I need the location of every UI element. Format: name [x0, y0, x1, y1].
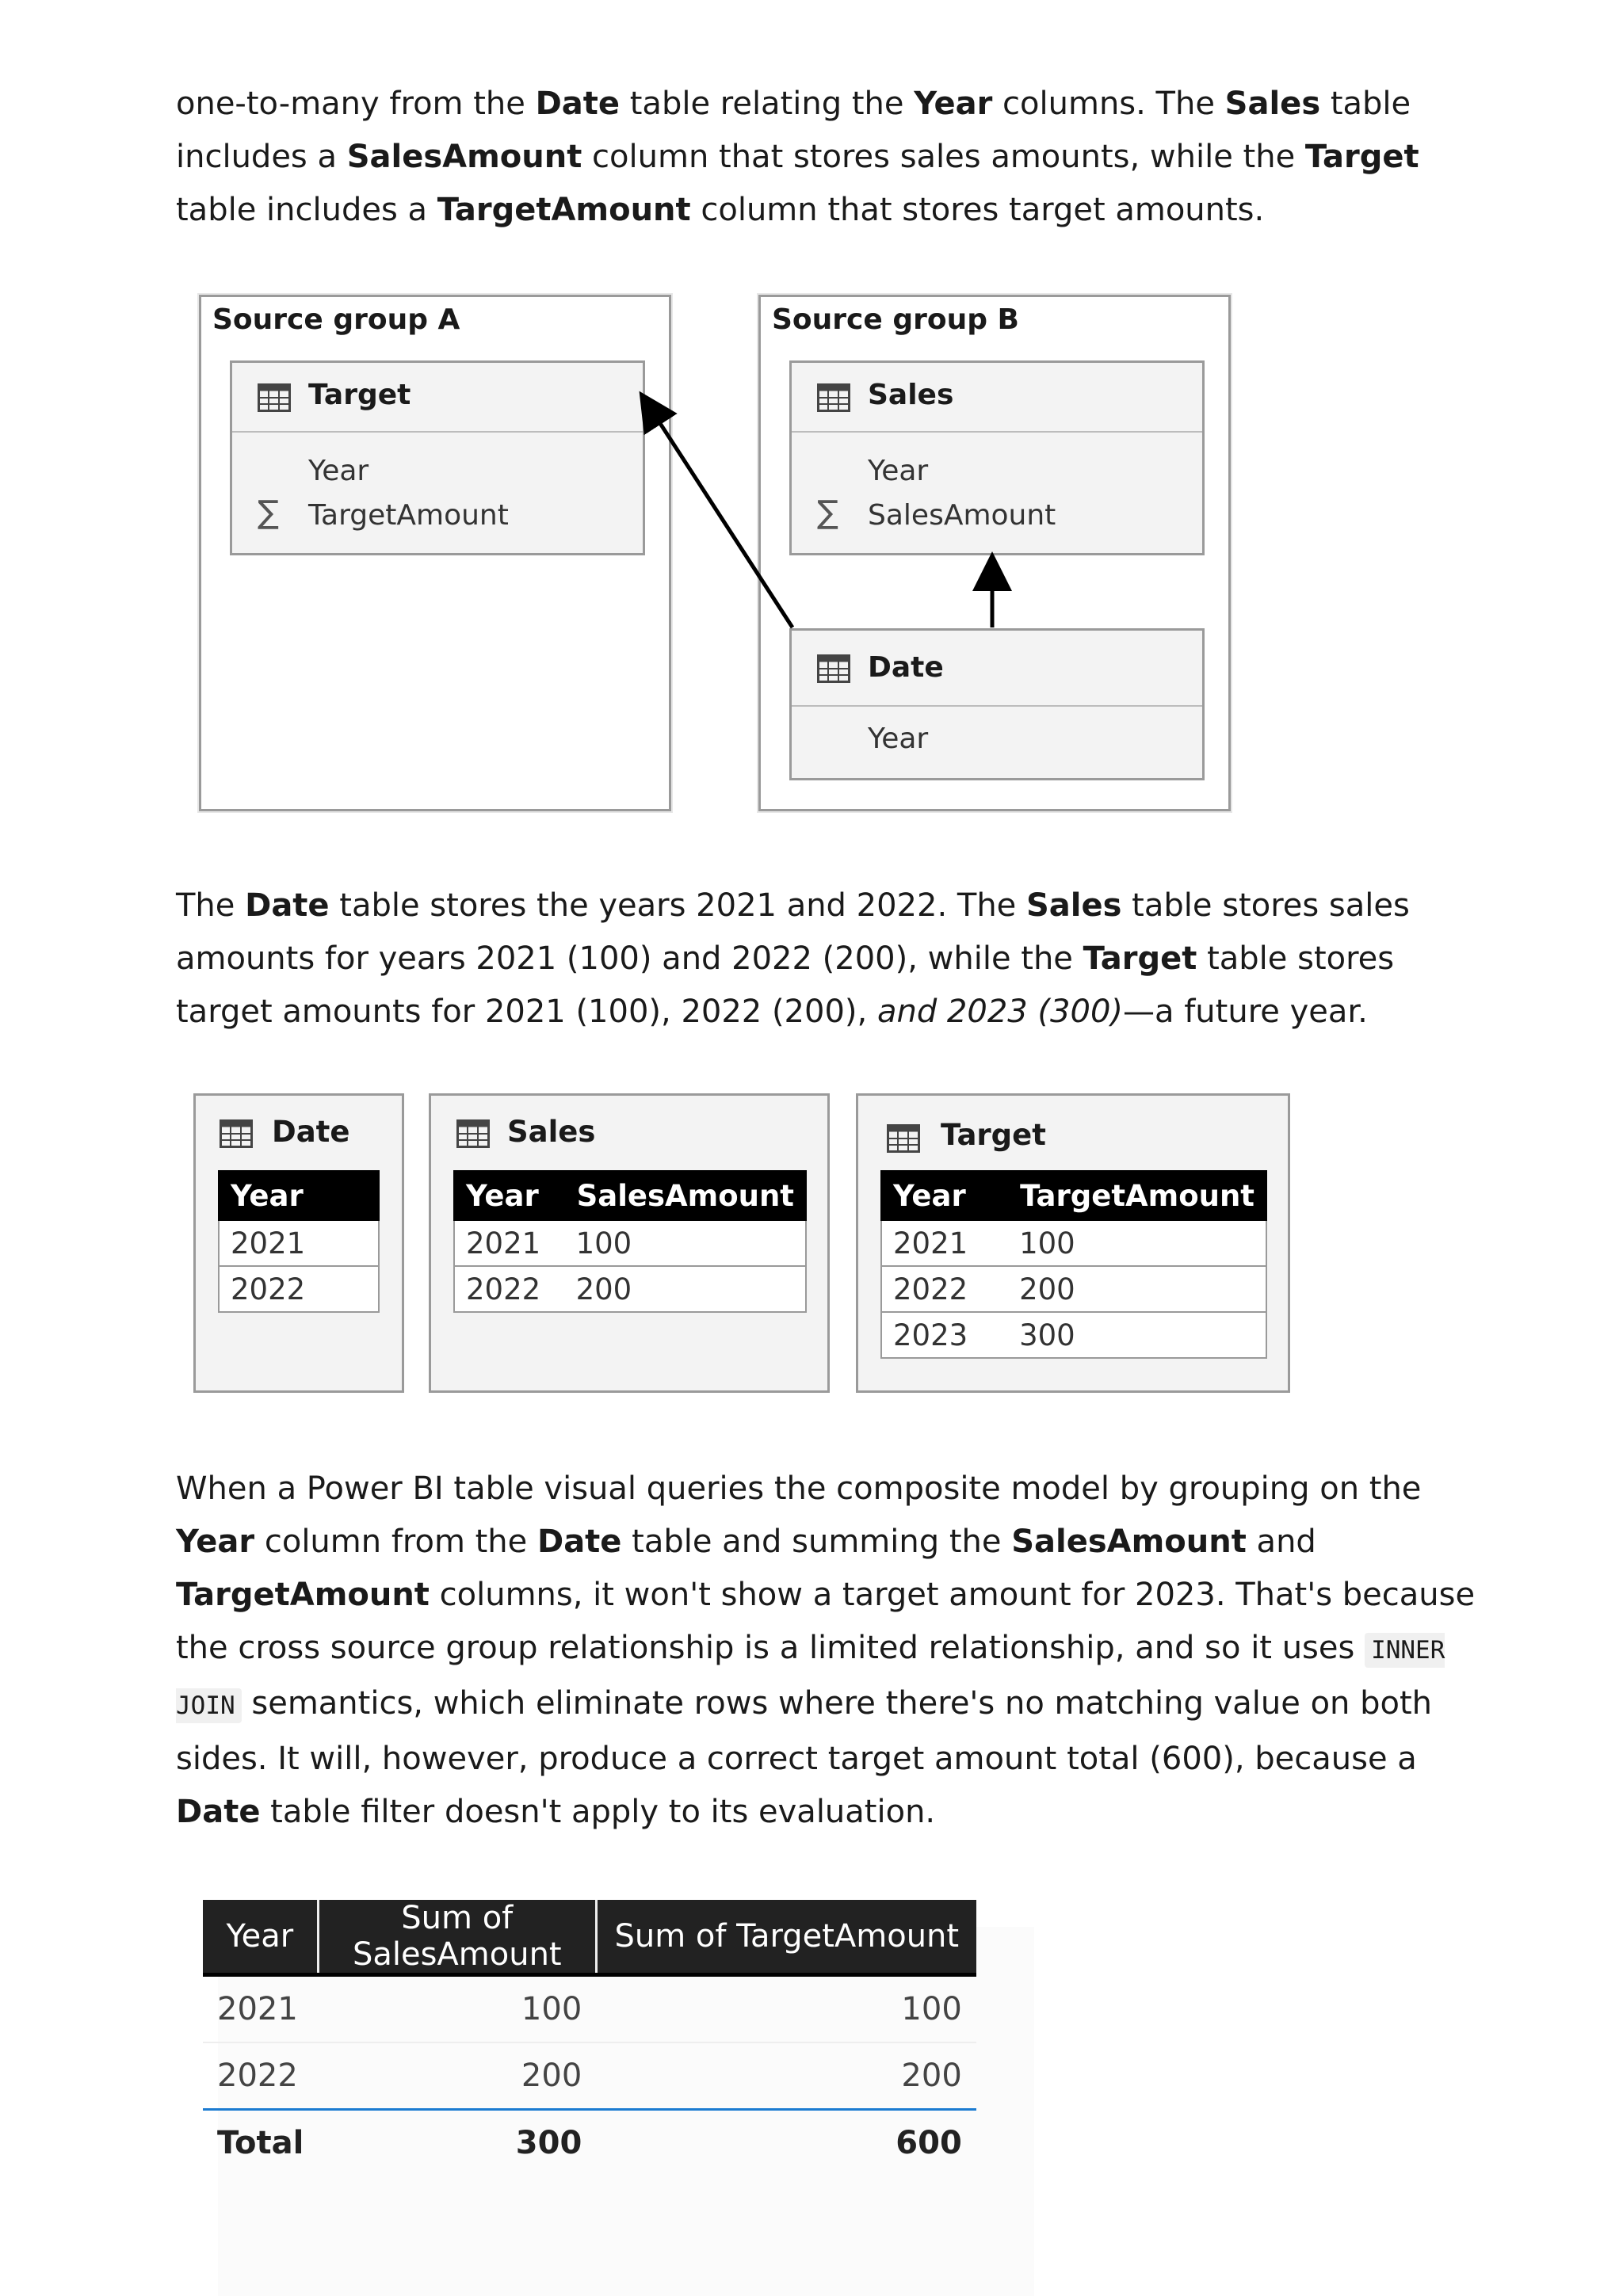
bold-term: Date	[245, 887, 330, 924]
text-span: When a Power BI table visual queries the composite model by grouping on the	[176, 1470, 1422, 1507]
panel-date	[193, 1093, 404, 1393]
text-span: column that stores target amounts.	[690, 192, 1265, 228]
bold-term: TargetAmount	[176, 1577, 430, 1613]
total-cell: 300	[515, 2125, 582, 2161]
bold-term: Year	[914, 86, 993, 122]
field-target-amount: TargetAmount	[308, 499, 509, 532]
field-sales-amount: SalesAmount	[868, 499, 1056, 532]
date-data-table	[218, 1170, 380, 1313]
result-table-visual	[203, 1900, 976, 2176]
text-span: table stores the years 2021 and 2022. The	[329, 887, 1026, 924]
column-header-sum-target: Sum of TargetAmount	[596, 1900, 976, 1975]
table-cell: 2021	[219, 1220, 379, 1266]
relationship-lines	[0, 0, 1623, 871]
table-cell: 200	[565, 1266, 806, 1312]
column-header: TargetAmount	[1008, 1171, 1266, 1220]
text-span: table stores target amounts for 2021 (100), 2022 (200),	[176, 940, 1395, 1030]
text-span: table stores sales amounts for years 2021 (100) and 2022 (200), while the	[176, 887, 1410, 977]
bold-term: SalesAmount	[346, 139, 582, 175]
text-span: table relating the	[620, 86, 915, 122]
table-cell: 300	[1008, 1312, 1266, 1358]
text-span: —a future year.	[1123, 994, 1368, 1030]
bold-term: Sales	[1026, 887, 1122, 924]
table-row	[203, 2042, 976, 2110]
panel-target	[856, 1093, 1290, 1393]
text-span: column from the	[254, 1524, 537, 1560]
table-icon	[887, 1124, 920, 1153]
table-icon	[220, 1119, 253, 1148]
column-header: Year	[454, 1171, 565, 1220]
table-header-row	[881, 1171, 1266, 1220]
panel-title: Sales	[507, 1115, 596, 1149]
table-row	[219, 1220, 379, 1266]
bold-term: Date	[535, 86, 621, 122]
inline-code: INNER JOIN	[176, 1633, 1445, 1723]
text-span: table includes a	[176, 192, 437, 228]
text-span: The	[176, 887, 246, 924]
years-paragraph	[176, 879, 1476, 1039]
table-cell: 2021	[881, 1220, 1008, 1266]
total-label: Total	[217, 2125, 304, 2161]
panel-title: Target	[941, 1118, 1046, 1152]
column-header: SalesAmount	[565, 1171, 806, 1220]
table-row	[454, 1266, 806, 1312]
table-cell: 200	[1008, 1266, 1266, 1312]
table-row	[219, 1266, 379, 1312]
table-cell: 100	[318, 1975, 596, 2043]
panel-title: Date	[272, 1115, 350, 1149]
table-name: Sales	[868, 379, 954, 411]
bold-term: TargetAmount	[437, 192, 691, 228]
bold-term: Date	[537, 1524, 622, 1560]
group-title: Source group A	[212, 303, 460, 336]
field-year: Year	[308, 455, 369, 487]
table-cell: 100	[596, 1975, 976, 2043]
sigma-icon: ∑	[258, 494, 279, 531]
table-icon	[456, 1119, 490, 1148]
column-header: Year	[219, 1171, 379, 1220]
bold-term: SalesAmount	[1011, 1524, 1247, 1560]
text-span: table includes a	[176, 86, 1411, 175]
panel-sales	[429, 1093, 830, 1393]
text-span: table filter doesn't apply to its evaluation.	[260, 1794, 936, 1830]
table-cell: 2022	[454, 1266, 565, 1312]
explanation-paragraph	[176, 1463, 1476, 1839]
bold-term: Year	[176, 1524, 255, 1560]
text-span: semantics, which eliminate rows where there's no matching value on both sides. It will, however, produce a correct target amount total (600), because a	[176, 1685, 1432, 1777]
relationship-line-date-to-target	[643, 398, 792, 627]
text-span: table and summing the	[621, 1524, 1012, 1560]
group-title: Source group B	[772, 303, 1019, 336]
table-cell: 2022	[203, 2042, 318, 2110]
table-header-row	[219, 1171, 379, 1220]
table-row	[881, 1266, 1266, 1312]
table-header-row	[454, 1171, 806, 1220]
text-span: columns. The	[992, 86, 1225, 122]
bold-term: Date	[176, 1794, 261, 1830]
table-name: Target	[308, 379, 411, 411]
table-cell: 2023	[881, 1312, 1008, 1358]
table-row	[881, 1312, 1266, 1358]
text-span: column that stores sales amounts, while the	[582, 139, 1305, 175]
column-header-year: Year	[203, 1900, 318, 1975]
table-cell: 100	[565, 1220, 806, 1266]
table-cell: 2021	[454, 1220, 565, 1266]
table-cell: 200	[596, 2042, 976, 2110]
table-cell: 2022	[881, 1266, 1008, 1312]
text-span: columns, it won't show a target amount for 2023. That's because the cross source group relationship is a limited relationship, and so it uses	[176, 1577, 1476, 1666]
table-row	[454, 1220, 806, 1266]
table-cell: 2021	[203, 1975, 318, 2043]
bold-term: Target	[1083, 940, 1197, 977]
sales-data-table	[453, 1170, 807, 1313]
table-row	[881, 1220, 1266, 1266]
text-span: one-to-many from the	[176, 86, 536, 122]
column-header: Year	[881, 1171, 1008, 1220]
bold-term: Target	[1304, 139, 1419, 175]
column-header-sum-sales: Sum of SalesAmount	[318, 1900, 596, 1975]
italic-term: and 2023 (300)	[876, 994, 1123, 1030]
total-row	[203, 2110, 976, 2176]
table-header-row	[203, 1900, 976, 1975]
table-row	[203, 1975, 976, 2043]
target-data-table	[880, 1170, 1267, 1359]
table-cell: 100	[1008, 1220, 1266, 1266]
table-name: Date	[868, 651, 944, 684]
table-cell: 200	[318, 2042, 596, 2110]
sigma-icon: ∑	[817, 494, 838, 531]
field-year: Year	[868, 723, 929, 755]
text-span: and	[1246, 1524, 1316, 1560]
table-cell: 2022	[219, 1266, 379, 1312]
bold-term: Sales	[1224, 86, 1321, 122]
field-year: Year	[868, 455, 929, 487]
total-cell: 600	[896, 2125, 962, 2161]
